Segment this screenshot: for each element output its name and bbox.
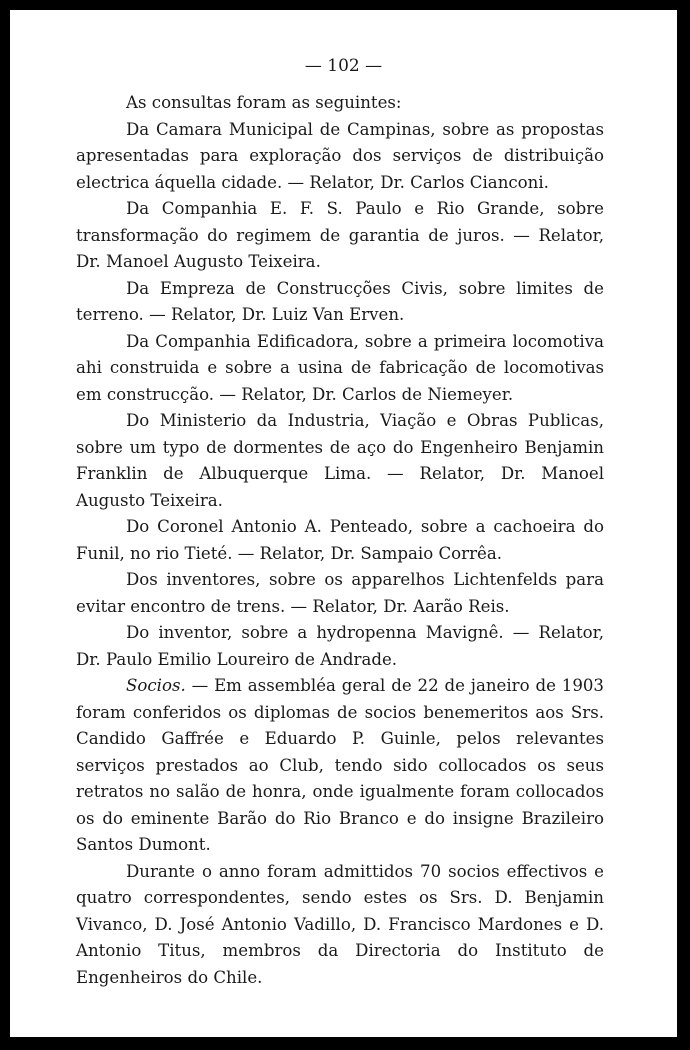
paragraph-companhia-ef-sp: Da Companhia E. F. S. Paulo e Rio Grande, sobre transformação do regimem de garantia de juros. — Relator, Dr. Manoel Augusto Teixeira.	[76, 199, 604, 271]
socios-lead: Socios.	[126, 676, 186, 695]
paragraph-ministerio: Do Ministerio da Industria, Viação e Obras Publicas, sobre um typo de dormentes de aço do Engenheiro Benjamin Franklin de Albuquerque Lima. — Relator, Dr. Manoel Augusto Teixeira.	[76, 411, 604, 510]
book-page	[10, 10, 677, 1037]
paragraph-inventores: Dos inventores, sobre os apparelhos Lichtenfelds para evitar encontro de trens. — Relator, Dr. Aarão Reis.	[76, 570, 604, 616]
page-body	[76, 90, 604, 991]
paragraph-campinas: Da Camara Municipal de Campinas, sobre as propostas apresentadas para exploração dos serviços de distribuição electrica áquella cidade. — Relator, Dr. Carlos Cianconi.	[76, 119, 604, 192]
socios-text: — Em assembléa geral de 22 de janeiro de 1903 foram conferidos os diplomas de socios benemeritos aos Srs. Candido Gaffrée e Eduardo P. Guinle, pelos relevantes serviços prestados ao Club, tendo sido collocados os seus retratos no salão de honra, onde igualmente foram collocados os do eminente Barão do Rio Branco e do insigne Brazileiro Santos Dumont.	[76, 676, 604, 854]
paragraph-intro: As consultas foram as seguintes:	[126, 93, 402, 112]
paragraph-socios	[76, 673, 604, 859]
paragraph-companhia-edificadora: Da Companhia Edificadora, sobre a primeira locomotiva ahi construida e sobre a usina de fabricação de locomotivas em construcção. — Relator, Dr. Carlos de Niemeyer.	[76, 331, 604, 404]
page-number: — 102 —	[304, 56, 383, 76]
paragraph-admittidos: Durante o anno foram admittidos 70 socios effectivos e quatro correspondentes, sendo estes os Srs. D. Benjamin Vivanco, D. José Antonio Vadillo, D. Francisco Mardones e D. Antonio Titus, membros da Directoria do Instituto de Engenheiros do Chile.	[76, 861, 604, 987]
paragraph-coronel-penteado: Do Coronel Antonio A. Penteado, sobre a cachoeira do Funil, no rio Tieté. — Relator, Dr. Sampaio Corrêa.	[76, 517, 604, 563]
paragraph-empreza-construccoes: Da Empreza de Construcções Civis, sobre limites de terreno. — Relator, Dr. Luiz Van Erven.	[76, 278, 604, 324]
paragraph-inventor-hydropenna: Do inventor, sobre a hydropenna Mavignê. — Relator, Dr. Paulo Emilio Loureiro de Andrade.	[76, 623, 604, 669]
